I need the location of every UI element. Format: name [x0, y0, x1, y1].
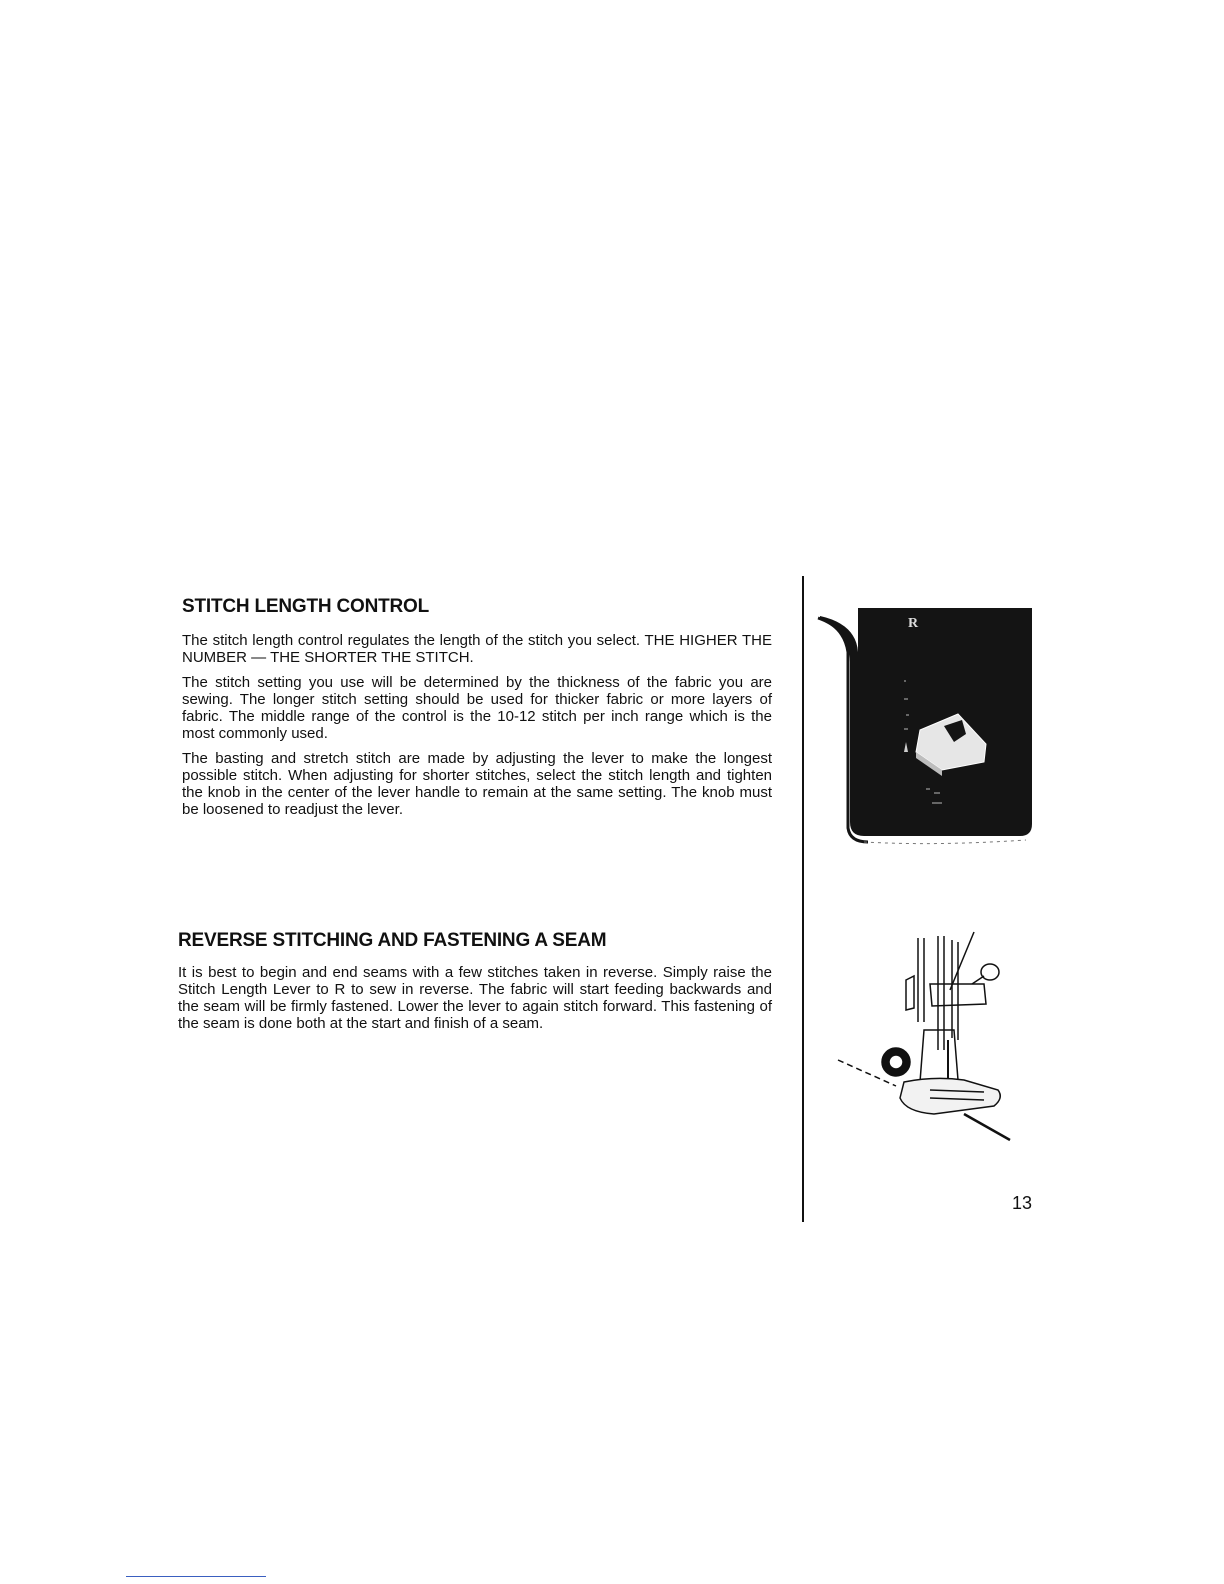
- dial-label-r: R: [908, 616, 919, 631]
- section-stitch-length-control: [176, 596, 772, 826]
- presser-foot-illustration: [834, 930, 1014, 1148]
- paragraph: The stitch setting you use will be determined by the thickness of the fabric you are sewing. The longer stitch setting should be used for thicker fabric or more layers of fabric. The middle range of the control is the 10-12 stitch per inch range which is the most commonly used.: [182, 674, 772, 742]
- section-heading: STITCH LENGTH CONTROL: [182, 596, 430, 617]
- column-divider: [802, 576, 804, 1222]
- section-reverse-stitching: [176, 930, 772, 1040]
- paragraph: It is best to begin and end seams with a few stitches taken in reverse. Simply raise the Stitch Length Lever to R to sew in reverse. The fabric will start feeding backwards and the seam will be firmly fastened. Lower the lever to again stitch forward. This fastening of the seam is done both at the start and finish of a seam.: [178, 964, 772, 1032]
- paragraph: The basting and stretch stitch are made by adjusting the lever to make the longest possible stitch. When adjusting for shorter stitches, select the stitch length and tighten the knob in the center of the lever handle to remain at the same setting. The knob must be loosened to readjust the lever.: [182, 750, 772, 818]
- bottom-rule: [126, 1576, 266, 1577]
- section-heading: REVERSE STITCHING AND FASTENING A SEAM: [178, 930, 607, 951]
- paragraph: The stitch length control regulates the length of the stitch you select. THE HIGHER THE NUMBER — THE SHORTER THE STITCH.: [182, 632, 772, 666]
- stitch-length-lever-illustration: [816, 602, 1038, 850]
- page-number: 13: [1012, 1193, 1033, 1213]
